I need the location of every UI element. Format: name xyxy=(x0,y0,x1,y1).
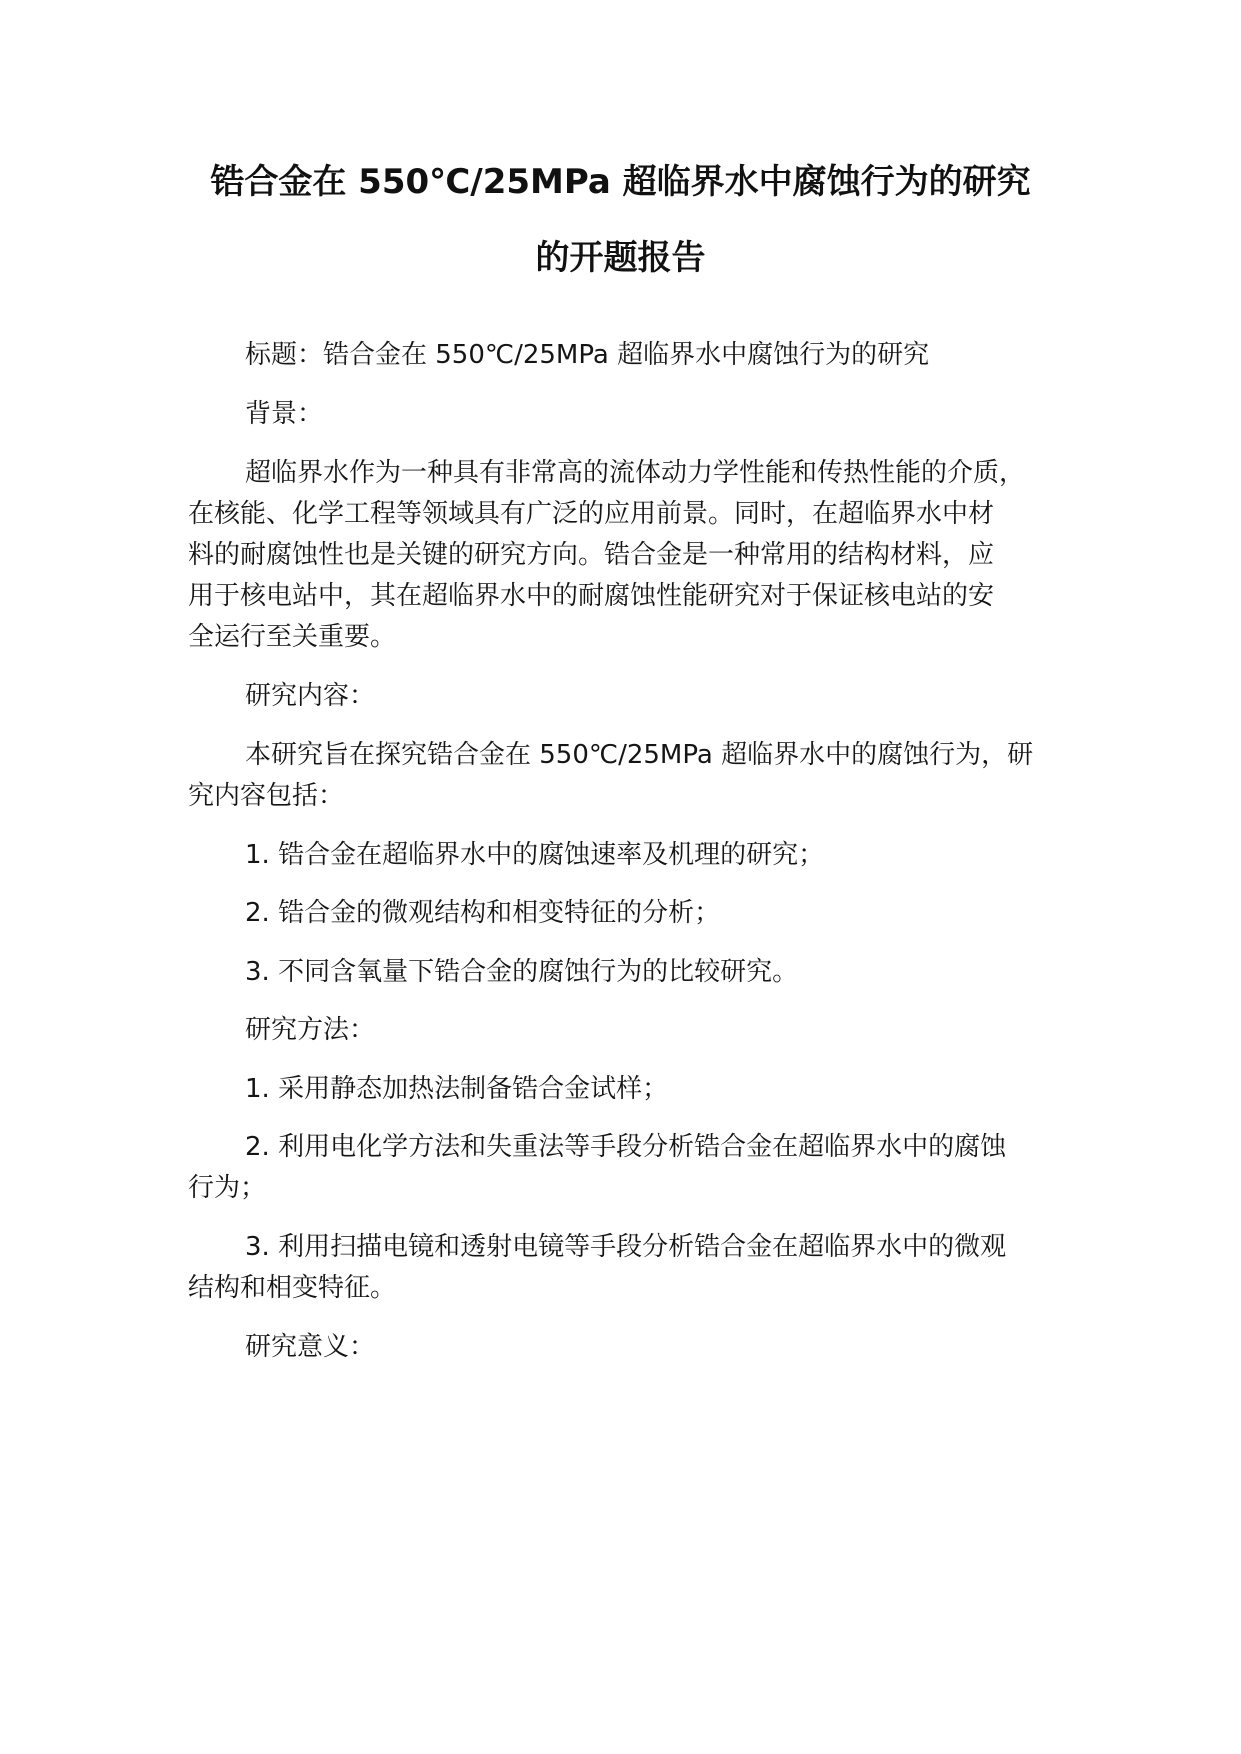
background-text-line: 用于核电站中，其在超临界水中的耐腐蚀性能研究对于保证核电站的安 xyxy=(188,581,995,611)
research-method-item: 3. 利用扫描电镜和透射电镜等手段分析锆合金在超临界水中的微观 xyxy=(245,1232,1007,1262)
research-content-intro-line: 究内容包括： xyxy=(188,781,345,811)
research-method-item: 2. 利用电化学方法和失重法等手段分析锆合金在超临界水中的腐蚀 xyxy=(245,1132,1007,1162)
research-content-item: 3. 不同含氧量下锆合金的腐蚀行为的比较研究。 xyxy=(245,957,799,987)
background-heading: 背景： xyxy=(245,399,324,429)
document-title-line-1: 锆合金在 550℃/25MPa 超临界水中腐蚀行为的研究 xyxy=(210,162,1031,202)
research-content-item: 2. 锆合金的微观结构和相变特征的分析； xyxy=(245,898,721,928)
research-method-item: 1. 采用静态加热法制备锆合金试样； xyxy=(245,1074,669,1104)
research-method-heading: 研究方法： xyxy=(245,1015,376,1045)
background-text-line: 超临界水作为一种具有非常高的流体动力学性能和传热性能的介质， xyxy=(245,458,1026,488)
research-significance-heading: 研究意义： xyxy=(245,1332,376,1362)
research-method-item-continuation: 行为； xyxy=(188,1173,267,1203)
research-content-item: 1. 锆合金在超临界水中的腐蚀速率及机理的研究； xyxy=(245,840,825,870)
research-content-intro-line: 本研究旨在探究锆合金在 550℃/25MPa 超临界水中的腐蚀行为，研 xyxy=(245,740,1034,770)
background-text-line: 在核能、化学工程等领域具有广泛的应用前景。同时，在超临界水中材 xyxy=(188,499,995,529)
topic-line: 标题：锆合金在 550℃/25MPa 超临界水中腐蚀行为的研究 xyxy=(245,340,930,370)
document-title-line-2: 的开题报告 xyxy=(535,238,706,278)
background-text-line: 全运行至关重要。 xyxy=(188,622,397,652)
research-method-item-continuation: 结构和相变特征。 xyxy=(188,1273,397,1303)
background-text-line: 料的耐腐蚀性也是关键的研究方向。锆合金是一种常用的结构材料，应 xyxy=(188,540,995,570)
research-content-heading: 研究内容： xyxy=(245,681,376,711)
